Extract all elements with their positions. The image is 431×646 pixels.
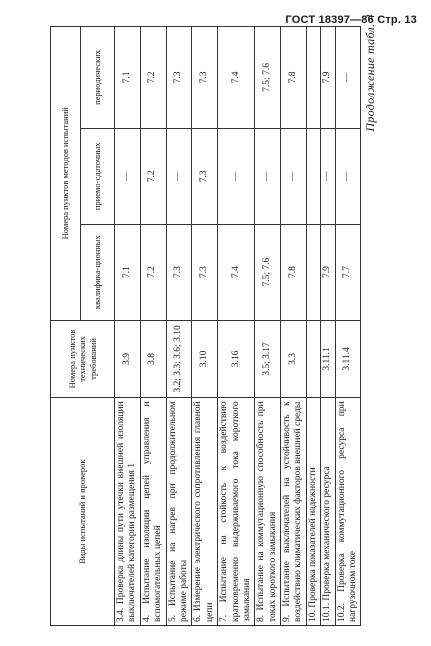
cell-req: 3.5; 3.17 — [255, 320, 281, 398]
cell-name: 5. Испытание на нагрев при продолжительном режиме работы — [166, 398, 192, 626]
cell-per: 7.8 — [281, 27, 307, 129]
header-periodic: периодических — [81, 27, 115, 129]
cell-req: 3.2; 3.3; 3.6; 3.10 — [166, 320, 192, 398]
cell-per: 7.3 — [166, 27, 192, 129]
cell-per: 7.4 — [218, 27, 255, 129]
cell-req: 3.16 — [218, 320, 255, 398]
cell-qual: 7.9 — [321, 224, 335, 320]
header-acceptance: приемо-сдаточных — [81, 128, 115, 224]
cell-req: 3.11.4 — [335, 320, 361, 398]
tests-table — [50, 26, 361, 626]
cell-acc: — — [335, 128, 361, 224]
cell-name: 3.4. Проверка длины пути утечки внешней изоляции выключателей категории размещения 1 — [115, 398, 141, 626]
cell-name: 10.1. Проверка механического ресурса — [321, 398, 335, 626]
table-row — [115, 27, 141, 626]
cell-per: 7.1 — [115, 27, 141, 129]
cell-acc: — — [115, 128, 141, 224]
cell-qual: 7.3 — [192, 224, 218, 320]
cell-name: 4. Испытание изоляции цепей управления и вспомогательных цепей — [140, 398, 166, 626]
cell-acc — [306, 128, 320, 224]
table-header-row — [51, 27, 81, 626]
cell-per: 7.9 — [321, 27, 335, 129]
cell-req: 3.3 — [281, 320, 307, 398]
table-caption: Продолжение табл. 4 — [363, 14, 377, 132]
cell-req: 3.9 — [115, 320, 141, 398]
table-row — [321, 27, 335, 626]
cell-name: 7. Испытание на стойкость к воздействию кратковременно выдерживаемого тока короткого замыкания — [218, 398, 255, 626]
cell-qual: 7.4 — [218, 224, 255, 320]
cell-acc: — — [255, 128, 281, 224]
cell-acc: 7.2 — [140, 128, 166, 224]
table-row — [255, 27, 281, 626]
cell-qual: 7.3 — [166, 224, 192, 320]
cell-acc: — — [321, 128, 335, 224]
header-methods-group: Номера пунктов методов испытаний — [51, 27, 81, 321]
cell-qual: 7.5; 7.6 — [255, 224, 281, 320]
cell-per: 7.2 — [140, 27, 166, 129]
cell-req: 3.10 — [192, 320, 218, 398]
table-row — [306, 27, 320, 626]
cell-qual: 7.8 — [281, 224, 307, 320]
table-row — [335, 27, 361, 626]
cell-acc: — — [166, 128, 192, 224]
table-row — [192, 27, 218, 626]
cell-qual: 7.7 — [335, 224, 361, 320]
cell-req — [306, 320, 320, 398]
page-header: ГОСТ 18397—86 Стр. 13 — [285, 14, 417, 26]
cell-acc: — — [281, 128, 307, 224]
cell-name: 10.2. Проверка коммутационного ресурса при нагрузочном токе — [335, 398, 361, 626]
cell-name: 10. Проверка показателей надежности — [306, 398, 320, 626]
cell-req: 3.11.1 — [321, 320, 335, 398]
header-types: Виды испытаний и проверок — [51, 398, 115, 626]
table-row — [140, 27, 166, 626]
header-qualification: квалифика-ционных — [81, 224, 115, 320]
cell-name: 9. Испытание выключателей на устойчивость к воздействию климатических факторов внешней среды — [281, 398, 307, 626]
cell-per: — — [335, 27, 361, 129]
table-row — [218, 27, 255, 626]
cell-req: 3.8 — [140, 320, 166, 398]
cell-per — [306, 27, 320, 129]
cell-qual: 7.1 — [115, 224, 141, 320]
header-requirements: Номера пунктов технических требований — [51, 320, 115, 398]
cell-name: 6. Измерение электрического сопротивления главной цепи — [192, 398, 218, 626]
cell-qual — [306, 224, 320, 320]
cell-per: 7.3 — [192, 27, 218, 129]
cell-per: 7.5; 7.6 — [255, 27, 281, 129]
cell-acc: — — [218, 128, 255, 224]
cell-name: 8. Испытание на коммутационную способность при токах короткого замыкания — [255, 398, 281, 626]
cell-qual: 7.2 — [140, 224, 166, 320]
cell-acc: 7.3 — [192, 128, 218, 224]
table-row — [166, 27, 192, 626]
table-row — [281, 27, 307, 626]
